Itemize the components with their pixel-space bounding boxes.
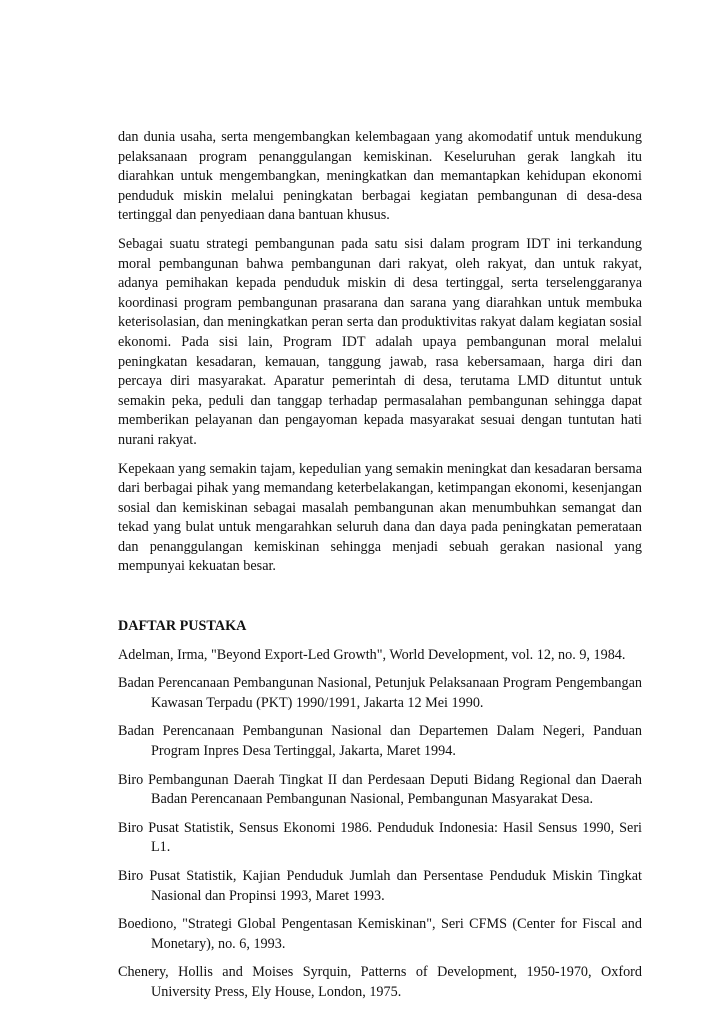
body-paragraph-3: Kepekaan yang semakin tajam, kepedulian yang semakin meningkat dan kesadaran bersama dari berbagai pihak yang memandang keterbelakangan, ketimpangan ekonomi, kesenjangan sosial dan kemiskinan sebagai masalah pembangunan akan menumbuhkan semangat dan tekad yang bulat untuk mengarahkan seluruh dana dan daya pada peningkatan pemerataan dan penanggulangan kemiskinan sehingga menjadi sebuah gerakan nasional yang mempunyai kekuatan besar.: [118, 460, 642, 575]
bibliography-entry: Boediono, "Strategi Global Pengentasan Kemiskinan", Seri CFMS (Center for Fiscal and Monetary), no. 6, 1993.: [118, 916, 642, 952]
bibliography-entry: Adelman, Irma, "Beyond Export-Led Growth", World Development, vol. 12, no. 9, 1984.: [118, 646, 626, 663]
bibliography-entry: Biro Pusat Statistik, Kajian Penduduk Jumlah dan Persentase Penduduk Miskin Tingkat Nasional dan Propinsi 1993, Maret 1993.: [118, 868, 642, 904]
body-paragraph-2: Sebagai suatu strategi pembangunan pada satu sisi dalam program IDT ini terkandung moral pembangunan bahwa pembangunan dari rakyat, oleh rakyat, dan untuk rakyat, adanya pemihakan kepada penduduk miskin di desa tertinggal, serta terselenggaranya koordinasi program pembangunan prasarana dan sarana yang diarahkan untuk membuka keterisolasian, dan meningkatkan peran serta dan produktivitas rakyat dalam kegiatan sosial ekonomi. Pada sisi lain, Program IDT adalah upaya pembangunan moral melalui peningkatan kesadaran, kemauan, tanggung jawab, rasa kebersamaan, harga diri dan percaya diri masyarakat. Aparatur pemerintah di desa, terutama LMD dituntut untuk semakin peka, peduli dan tanggap terhadap permasalahan pembangunan sehingga dapat memberikan pelayanan dan pengayoman kepada masyarakat sesuai dengan tuntutan hati nurani rakyat.: [118, 235, 642, 448]
body-paragraph-1: dan dunia usaha, serta mengembangkan kelembagaan yang akomodatif untuk mendukung pelaksanaan program penanggulangan kemiskinan. Keseluruhan gerak langkah itu diarahkan untuk mengembangkan, meningkatkan dan memantapkan kehidupan ekonomi penduduk miskin melalui peningkatan berbagai kegiatan pembangunan di desa-desa tertinggal dan penyediaan dana bantuan khusus.: [118, 129, 642, 224]
section-spacer: [118, 577, 642, 617]
bibliography-entry: Biro Pembangunan Daerah Tingkat II dan Perdesaan Deputi Bidang Regional dan Daerah Badan Perencanaan Pembangunan Nasional, Pembangunan Masyarakat Desa.: [118, 771, 642, 808]
bibliography-entry: Chenery, Hollis and Moises Syrquin, Patterns of Development, 1950-1970, Oxford University Press, Ely House, London, 1975.: [118, 964, 642, 1000]
document-page: [118, 128, 642, 1012]
bibliography-heading: DAFTAR PUSTAKA: [118, 618, 247, 635]
bibliography-entry: Biro Pusat Statistik, Sensus Ekonomi 1986. Penduduk Indonesia: Hasil Sensus 1990, Seri L1.: [118, 819, 642, 856]
bibliography-entry: Badan Perencanaan Pembangunan Nasional, Petunjuk Pelaksanaan Program Pengembangan Kawasan Terpadu (PKT) 1990/1991, Jakarta 12 Mei 1990.: [118, 675, 642, 711]
bibliography-entry: Badan Perencanaan Pembangunan Nasional dan Departemen Dalam Negeri, Panduan Program Inpres Desa Tertinggal, Jakarta, Maret 1994.: [118, 723, 642, 760]
bibliography-list: [118, 646, 642, 1003]
